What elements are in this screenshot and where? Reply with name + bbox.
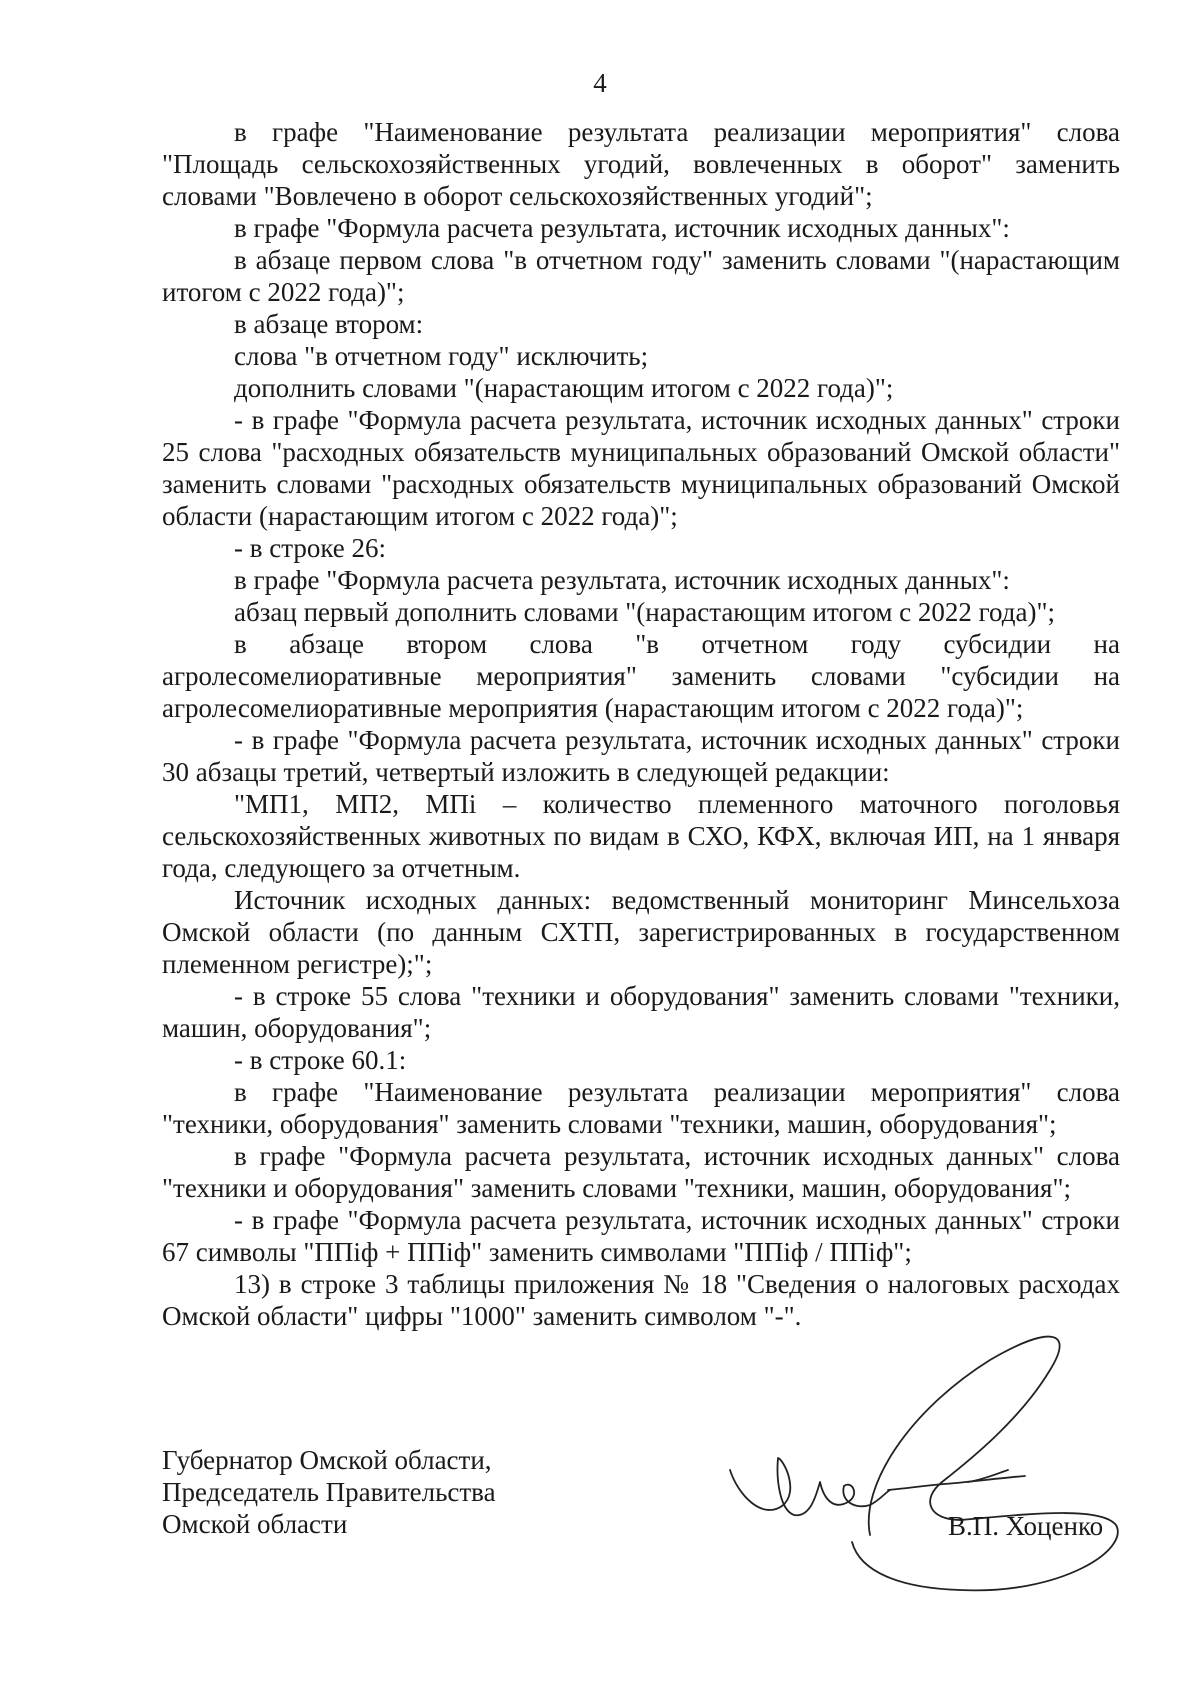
signer-name: В.П. Хоценко — [948, 1511, 1104, 1541]
paragraph: "МП1, МП2, МПі – количество племенного маточного поголовья сельскохозяйственных животных по видам в СХО, КФХ, включая ИП, на 1 января года, следующего за отчетным. — [162, 789, 1120, 883]
paragraph: дополнить словами "(нарастающим итогом с 2022 года)"; — [234, 373, 894, 403]
signatory-title-line: Губернатор Омской области, — [162, 1445, 492, 1475]
paragraph: в абзаце втором слова "в отчетном году субсидии на агролесомелиоративные мероприятия" заменить словами "субсидии на агролесомелиоративные мероприятия (нарастающим итогом с 2022 года)"; — [162, 629, 1120, 723]
paragraph: 13) в строке 3 таблицы приложения № 18 "Сведения о налоговых расходах Омской области" цифры "1000" заменить символом "-". — [162, 1269, 1120, 1331]
paragraph: - в строке 26: — [234, 533, 387, 563]
paragraph: в абзаце втором: — [234, 309, 424, 339]
document-body — [162, 116, 1120, 1332]
paragraph: - в графе "Формула расчета результата, источник исходных данных" строки 30 абзацы третий, четвертый изложить в следующей редакции: — [162, 725, 1120, 787]
paragraph: - в строке 55 слова "техники и оборудования" заменить словами "техники, машин, оборудования"; — [162, 981, 1120, 1043]
paragraph: Источник исходных данных: ведомственный мониторинг Минсельхоза Омской области (по данным СХТП, зарегистрированных в государственном племенном регистре);"; — [162, 885, 1120, 979]
paragraph: - в строке 60.1: — [234, 1045, 407, 1075]
handwritten-signature — [720, 1310, 1160, 1630]
signatory-title-line: Омской области — [162, 1509, 348, 1539]
signatory-title — [162, 1444, 496, 1540]
page-number: 4 — [593, 68, 607, 98]
paragraph: в графе "Формула расчета результата, источник исходных данных": — [234, 565, 1010, 595]
signatory-title-line: Председатель Правительства — [162, 1477, 496, 1507]
paragraph: в графе "Формула расчета результата, источник исходных данных" слова "техники и оборудования" заменить словами "техники, машин, оборудования"; — [162, 1141, 1120, 1203]
paragraph: в графе "Наименование результата реализации мероприятия" слова "техники, оборудования" заменить словами "техники, машин, оборудования"; — [162, 1077, 1120, 1139]
paragraph: в графе "Наименование результата реализации мероприятия" слова "Площадь сельскохозяйственных угодий, вовлеченных в оборот" заменить словами "Вовлечено в оборот сельскохозяйственных угодий"; — [162, 117, 1120, 211]
paragraph: в абзаце первом слова "в отчетном году" заменить словами "(нарастающим итогом с 2022 года)"; — [162, 245, 1120, 307]
paragraph: абзац первый дополнить словами "(нарастающим итогом с 2022 года)"; — [234, 597, 1056, 627]
paragraph: - в графе "Формула расчета результата, источник исходных данных" строки 25 слова "расходных обязательств муниципальных образований Омской области" заменить словами "расходных обязательств муниципальных образований Омской области (нарастающим итогом с 2022 года)"; — [162, 405, 1120, 531]
paragraph: слова "в отчетном году" исключить; — [234, 341, 649, 371]
paragraph: - в графе "Формула расчета результата, источник исходных данных" строки 67 символы "ППіф + ППіф" заменить символами "ППіф / ППіф"; — [162, 1205, 1120, 1267]
paragraph: в графе "Формула расчета результата, источник исходных данных": — [234, 213, 1010, 243]
